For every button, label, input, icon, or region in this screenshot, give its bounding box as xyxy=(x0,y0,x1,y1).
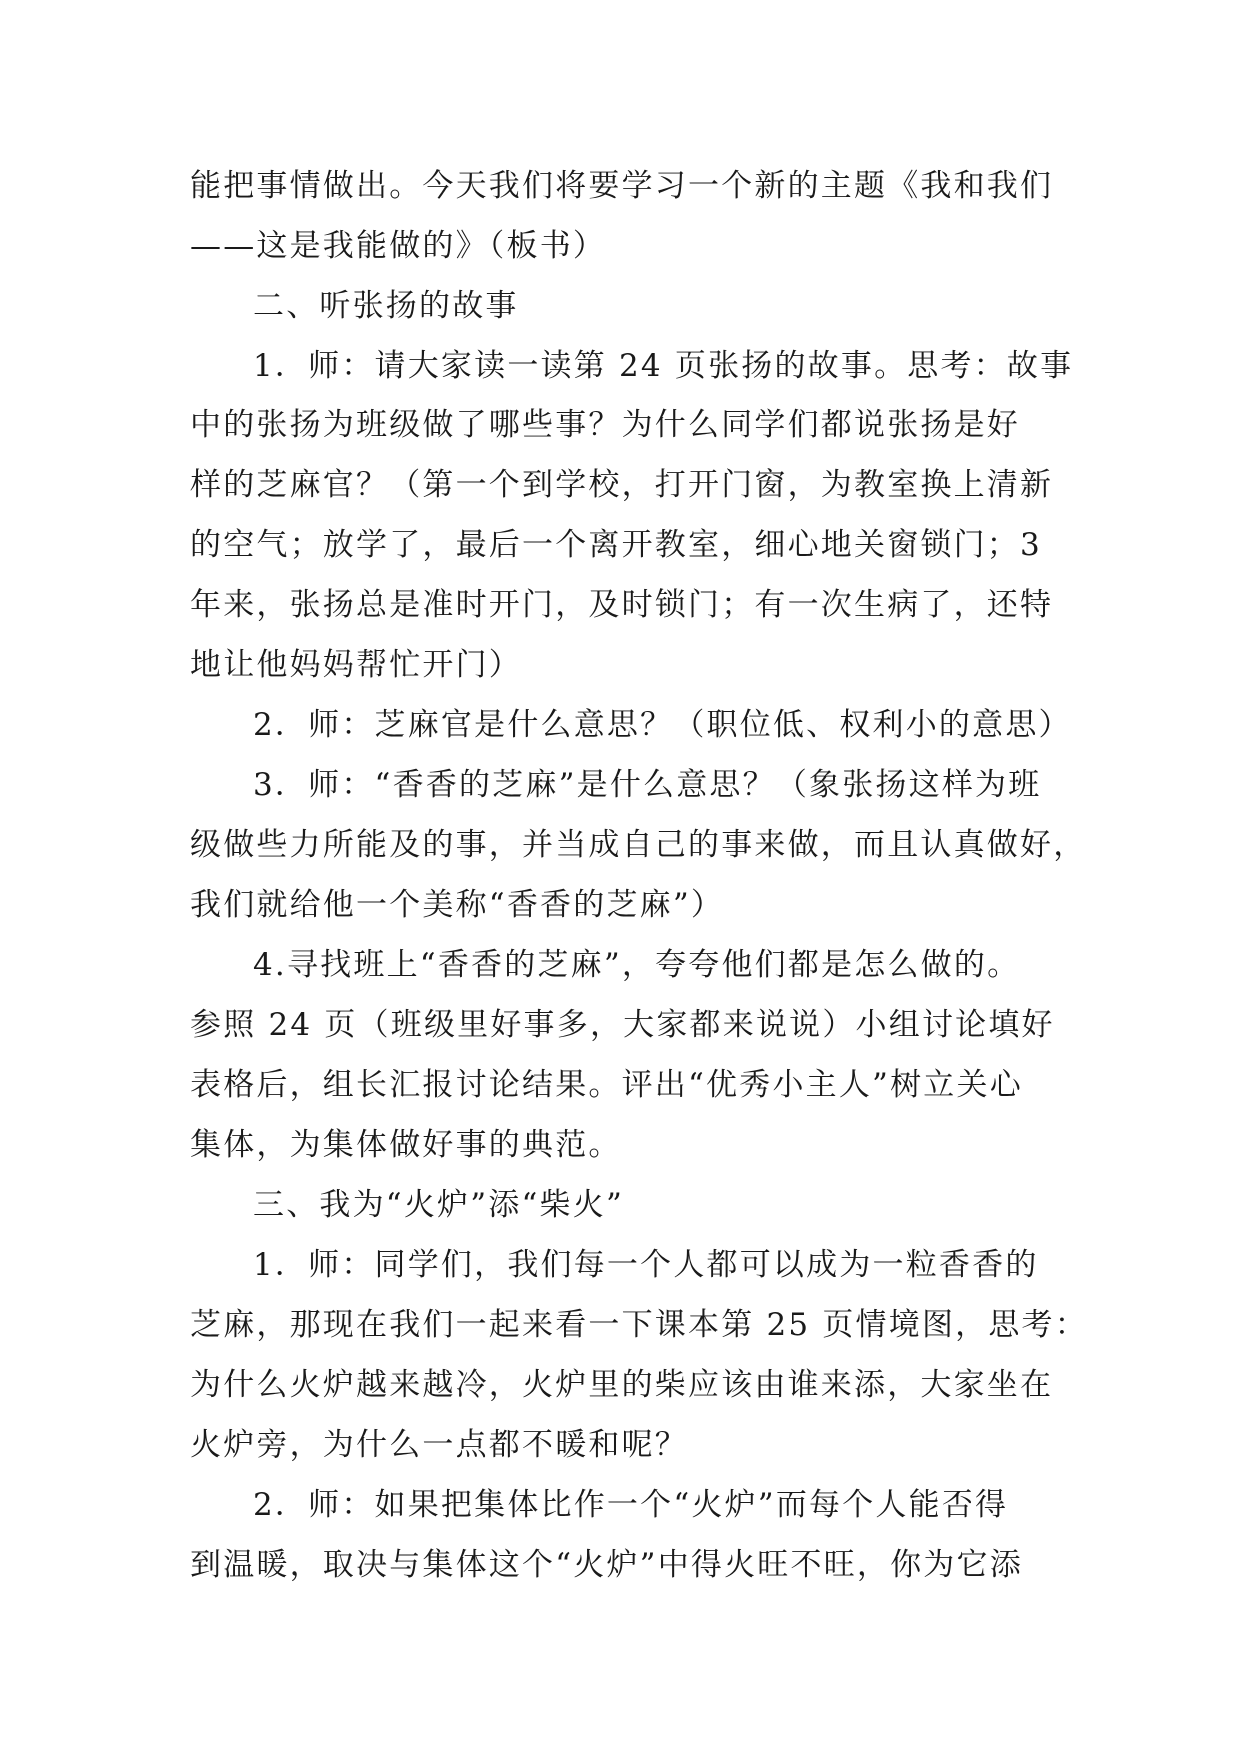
text-line: 芝麻，那现在我们一起来看一下课本第 25 页情境图，思考： xyxy=(190,1307,1088,1343)
text-line: 能把事情做出。今天我们将要学习一个新的主题《我和我们 xyxy=(190,168,1054,204)
text-line: 表格后，组长汇报讨论结果。评出“优秀小主人”树立关心 xyxy=(190,1067,1023,1103)
text-line: 到温暖，取决与集体这个“火炉”中得火旺不旺，你为它添 xyxy=(190,1547,1023,1583)
text-line: 中的张扬为班级做了哪些事？为什么同学们都说张扬是好 xyxy=(190,407,1020,443)
text-line: 地让他妈妈帮忙开门） xyxy=(190,647,522,683)
text-line: 集体，为集体做好事的典范。 xyxy=(190,1127,622,1163)
text-line: 1．师：同学们，我们每一个人都可以成为一粒香香的 xyxy=(253,1247,1039,1283)
text-line: 1．师：请大家读一读第 24 页张扬的故事。思考：故事 xyxy=(253,348,1074,384)
section-heading: 三、我为“火炉”添“柴火” xyxy=(253,1187,624,1223)
text-line: 3．师：“香香的芝麻”是什么意思？（象张扬这样为班 xyxy=(253,767,1042,803)
text-line: 级做些力所能及的事，并当成自己的事来做，而且认真做好， xyxy=(190,827,1087,863)
text-line: ——这是我能做的》（板书） xyxy=(190,228,607,264)
text-line: 4.寻找班上“香香的芝麻”，夸夸他们都是怎么做的。 xyxy=(253,947,1021,983)
text-line: 我们就给他一个美称“香香的芝麻”） xyxy=(190,887,725,923)
text-line: 2．师：芝麻官是什么意思？（职位低、权利小的意思） xyxy=(253,707,1072,743)
text-line: 的空气；放学了，最后一个离开教室，细心地关窗锁门；3 xyxy=(190,527,1042,563)
section-heading: 二、听张扬的故事 xyxy=(253,288,519,324)
text-line: 样的芝麻官？（第一个到学校，打开门窗，为教室换上清新 xyxy=(190,467,1054,503)
text-line: 为什么火炉越来越冷，火炉里的柴应该由谁来添，大家坐在 xyxy=(190,1367,1054,1403)
text-line: 参照 24 页（班级里好事多，大家都来说说）小组讨论填好 xyxy=(190,1007,1055,1043)
text-line: 2．师：如果把集体比作一个“火炉”而每个人能否得 xyxy=(253,1487,1009,1523)
text-line: 火炉旁，为什么一点都不暖和呢？ xyxy=(190,1427,688,1463)
text-line: 年来，张扬总是准时开门，及时锁门；有一次生病了，还特 xyxy=(190,587,1054,623)
